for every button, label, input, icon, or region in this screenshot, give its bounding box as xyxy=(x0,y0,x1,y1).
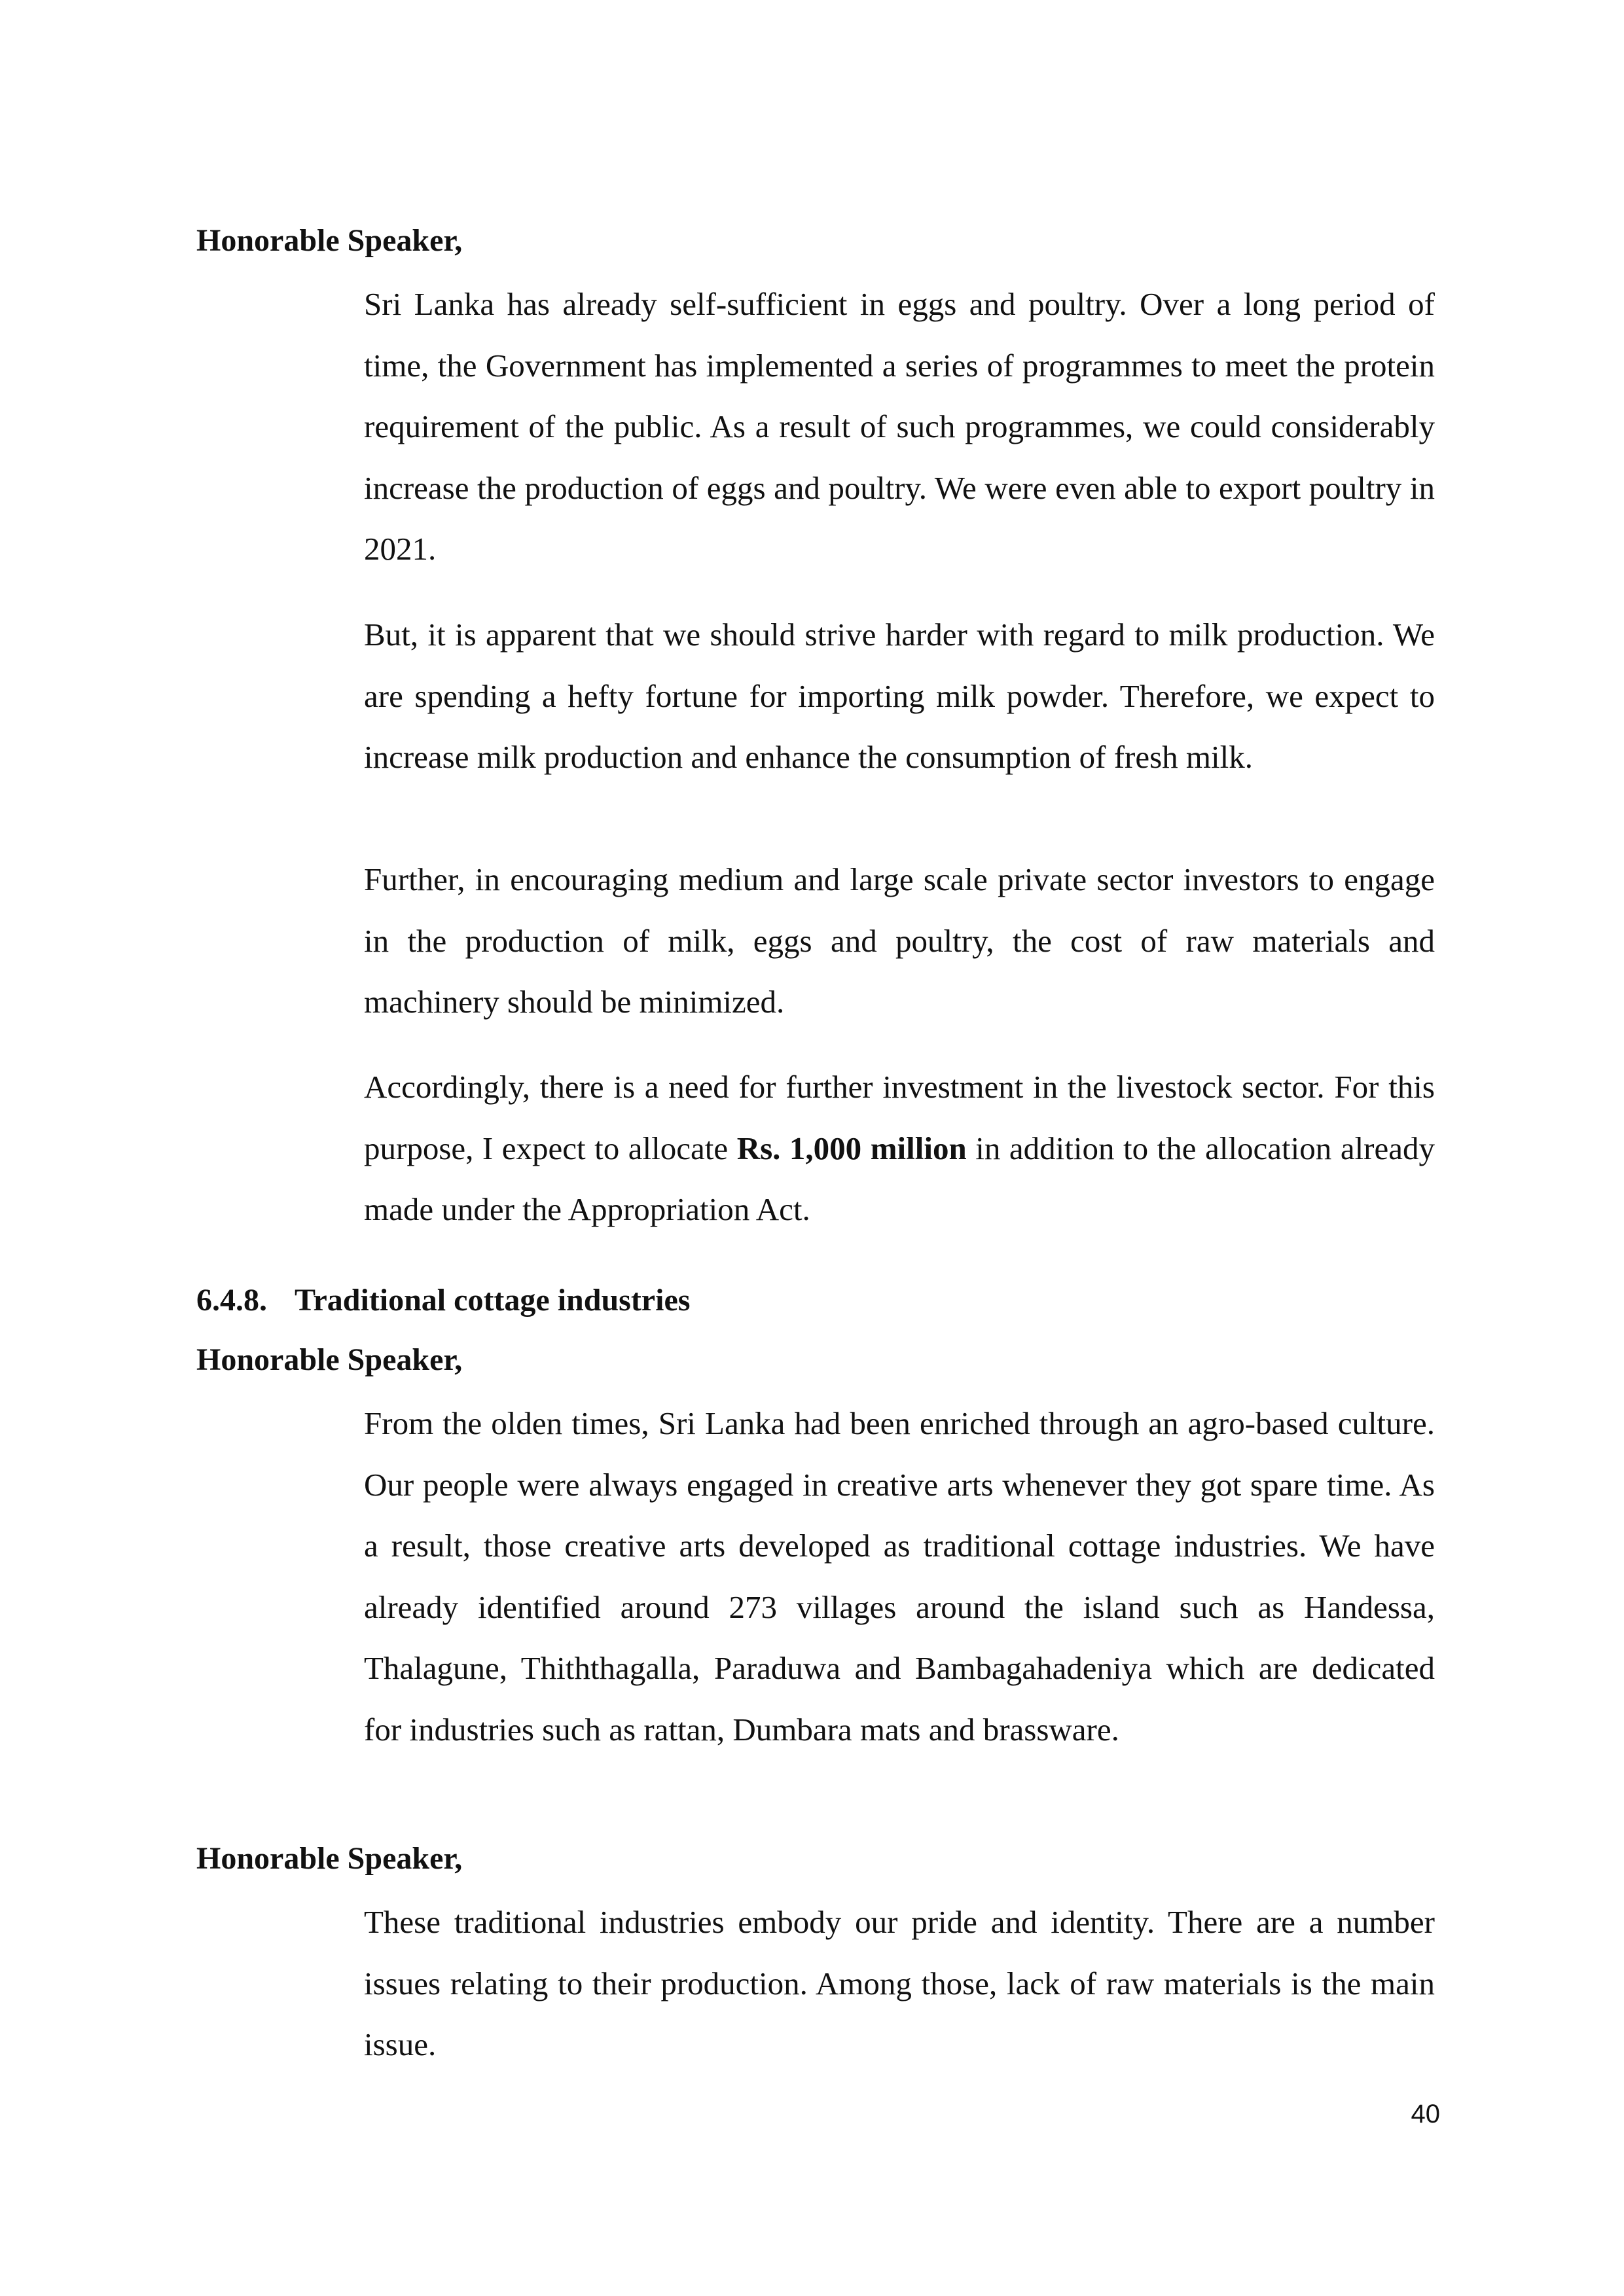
paragraph-milk-production: But, it is apparent that we should strive harder with regard to milk production. We are spending a hefty fortune for importing milk powder. Therefore, we expect to increase milk production and enhance the consumption of fresh milk. xyxy=(364,617,1435,775)
paragraph-eggs-poultry: Sri Lanka has already self-sufficient in eggs and poultry. Over a long period of time, the Government has implemented a series of programmes to meet the protein requirement of the public. As a result of such programmes, we could considerably increase the production of eggs and poultry. We were even able to export poultry in 2021. xyxy=(364,286,1435,567)
allocation-text-before: Accordingly, there is a need for further investment in the livestock sector. For this purpose, I expect to allocate xyxy=(364,1069,1435,1166)
subsection-title: Traditional cottage industries xyxy=(295,1283,691,1318)
allocation-text-after: in addition to the allocation already made under the Appropriation Act. xyxy=(364,1130,1435,1227)
subsection-number: 6.4.8. xyxy=(196,1283,267,1318)
subsection-heading xyxy=(196,1281,690,1320)
page-number: 40 xyxy=(1411,2100,1440,2128)
paragraph-livestock-allocation xyxy=(364,1056,1435,1240)
paragraph-traditional-identity: These traditional industries embody our pride and identity. There are a number issues relating to their production. Among those, lack of raw materials is the main issue. xyxy=(364,1904,1435,2062)
salutation-heading: Honorable Speaker, xyxy=(196,1841,463,1876)
salutation-heading: Honorable Speaker, xyxy=(196,223,463,258)
paragraph-private-investors: Further, in encouraging medium and large scale private sector investors to engage in the production of milk, eggs and poultry, the cost of raw materials and machinery should be minimized. xyxy=(364,861,1435,1020)
allocation-amount: Rs. 1,000 million xyxy=(736,1130,967,1166)
salutation-heading: Honorable Speaker, xyxy=(196,1342,463,1377)
paragraph-cottage-industries: From the olden times, Sri Lanka had been enriched through an agro-based culture. Our people were always engaged in creative arts whenever they got spare time. As a result, those creative arts developed as traditional cottage industries. We have already identified around 273 villages around the island such as Handessa, Thalagune, Thiththagalla, Paraduwa and Bambagahadeniya which are dedicated for industries such as rattan, Dumbara mats and brassware. xyxy=(364,1405,1435,1748)
